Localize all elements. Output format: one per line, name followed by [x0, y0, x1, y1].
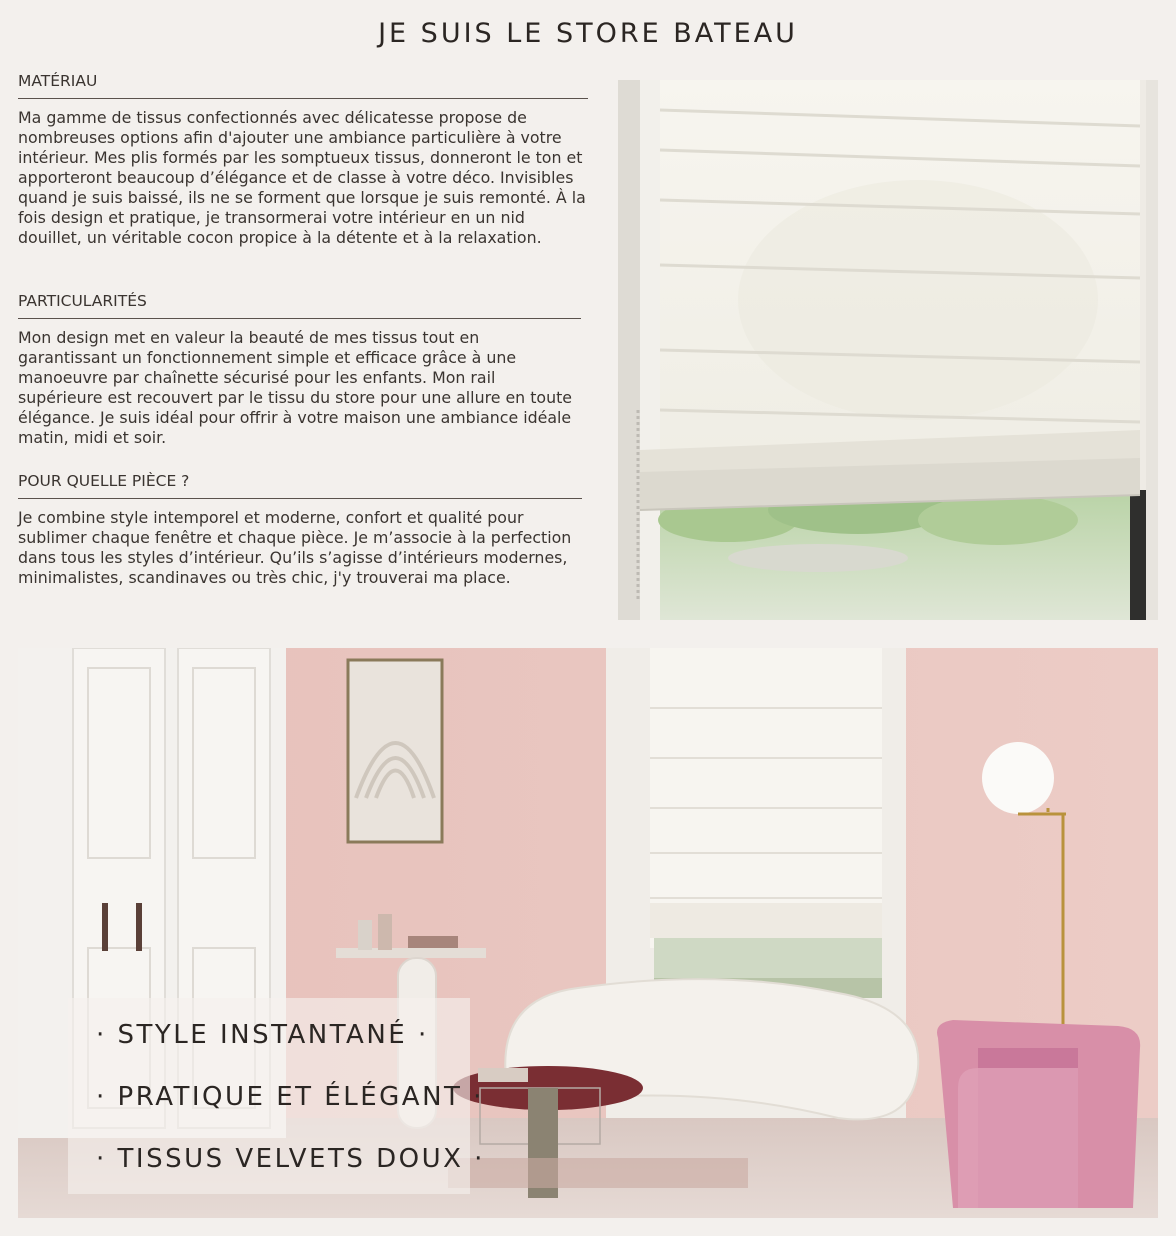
feature-item: · TISSUS VELVETS DOUX ·: [96, 1144, 485, 1174]
roman-blind-window-photo: [618, 80, 1158, 620]
feature-item: · STYLE INSTANTANÉ ·: [96, 1020, 429, 1050]
section-heading: MATÉRIAU: [18, 72, 588, 99]
section-body: Mon design met en valeur la beauté de mes tissus tout en garantissant un fonctionnement simple et efficace grâce à une manoeuvre par chaînette sécurisé pour les enfants. Mon rail supérieure est recouvert par le tissu du store pour une allure en toute élégance. Je suis idéal pour offrir à votre maison une ambiance idéale matin, midi et soir.: [18, 328, 573, 447]
page-title: JE SUIS LE STORE BATEAU: [378, 18, 798, 49]
section-materiau: [18, 72, 588, 248]
section-body: Je combine style intemporel et moderne, confort et qualité pour sublimer chaque fenêtre et chaque pièce. Je m’associe à la perfection dans tous les styles d’intérieur. Qu’ils s’agisse d’intérieurs modernes, minimalistes, scandinaves ou très chic, j'y trouverai ma place.: [18, 508, 572, 587]
section-heading: POUR QUELLE PIÈCE ?: [18, 472, 582, 499]
section-body: Ma gamme de tissus confectionnés avec délicatesse propose de nombreuses options afin d'ajouter une ambiance particulière à votre intérieur. Mes plis formés par les somptueux tissus, donneront le ton et apporteront beaucoup d’élégance et de classe à votre déco. Invisibles quand je suis baissé, ils ne se forment que lorsque je suis remonté. À la fois design et pratique, je transormerai votre intérieur en un nid douillet, un véritable cocon propice à la détente et à la relaxation.: [18, 108, 586, 247]
feature-item: · PRATIQUE ET ÉLÉGANT ·: [96, 1082, 484, 1112]
section-pour-quelle-piece: [18, 472, 582, 588]
section-heading: PARTICULARITÉS: [18, 292, 581, 319]
features-overlay: [68, 998, 485, 1194]
section-particularites: [18, 292, 581, 448]
